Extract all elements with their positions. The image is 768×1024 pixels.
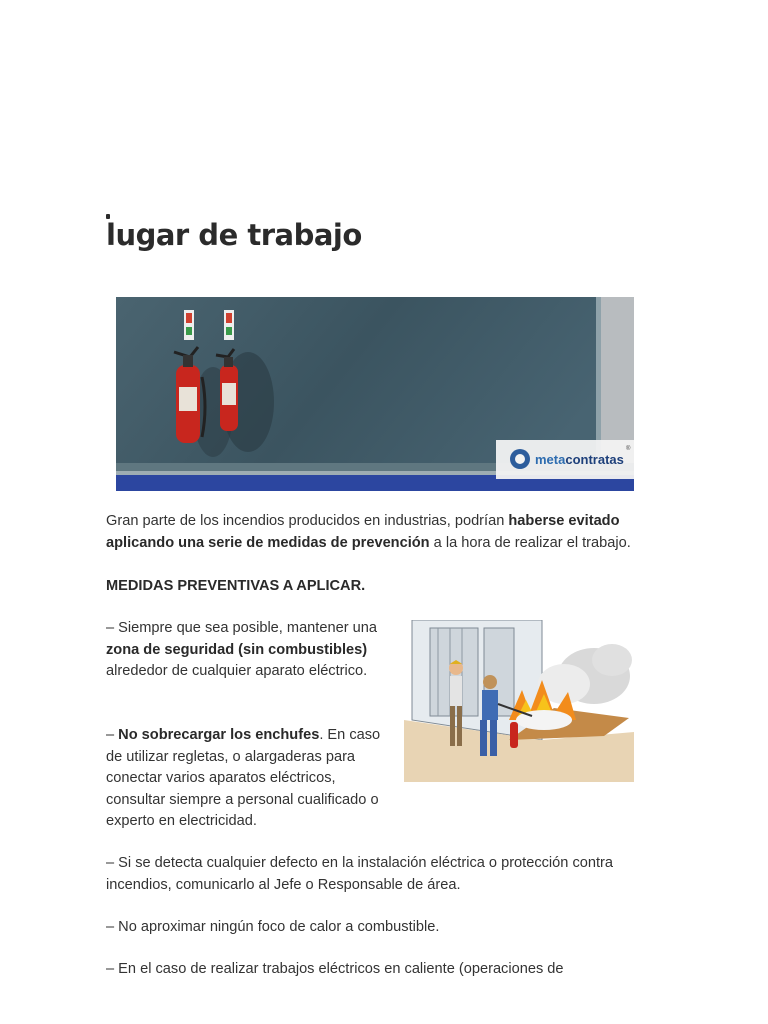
measure-item-2: – No sobrecargar los enchufes. En caso de utilizar regletas, o alargaderas para conectar varios aparatos eléctricos, consultar siempre a personal cualificado o experto en electricidad. (106, 727, 381, 829)
logo-registered-mark: ® (626, 446, 631, 452)
measure-item-5: – En el caso de realizar trabajos eléctricos en caliente (operaciones de (106, 961, 564, 977)
logo-text-contratas: contratas (565, 452, 624, 467)
page-bottom-edge (0, 988, 768, 1024)
section-heading: MEDIDAS PREVENTIVAS A APLICAR. (106, 578, 366, 594)
firefighting-illustration (404, 620, 634, 782)
measure-item-3: – Si se detecta cualquier defecto en la instalación eléctrica o protección contra incendios, comunicarlo al Jefe o Responsable de área. (106, 855, 614, 893)
page-title: lugar de trabajo (106, 218, 362, 252)
hero-image-fire-extinguishers (116, 297, 634, 491)
measure-item-1: – Siempre que sea posible, mantener una zona de seguridad (sin combustibles) alrededor de cualquier aparato eléctrico. (106, 620, 377, 679)
measure-item-4: – No aproximar ningún foco de calor a combustible. (106, 919, 440, 935)
logo-text-meta: meta (535, 452, 566, 467)
intro-paragraph: Gran parte de los incendios producidos en industrias, podrían haberse evitado aplicando una serie de medidas de prevención a la hora de realizar el trabajo. (106, 513, 631, 551)
svg-text:metacontratas (535, 452, 624, 467)
